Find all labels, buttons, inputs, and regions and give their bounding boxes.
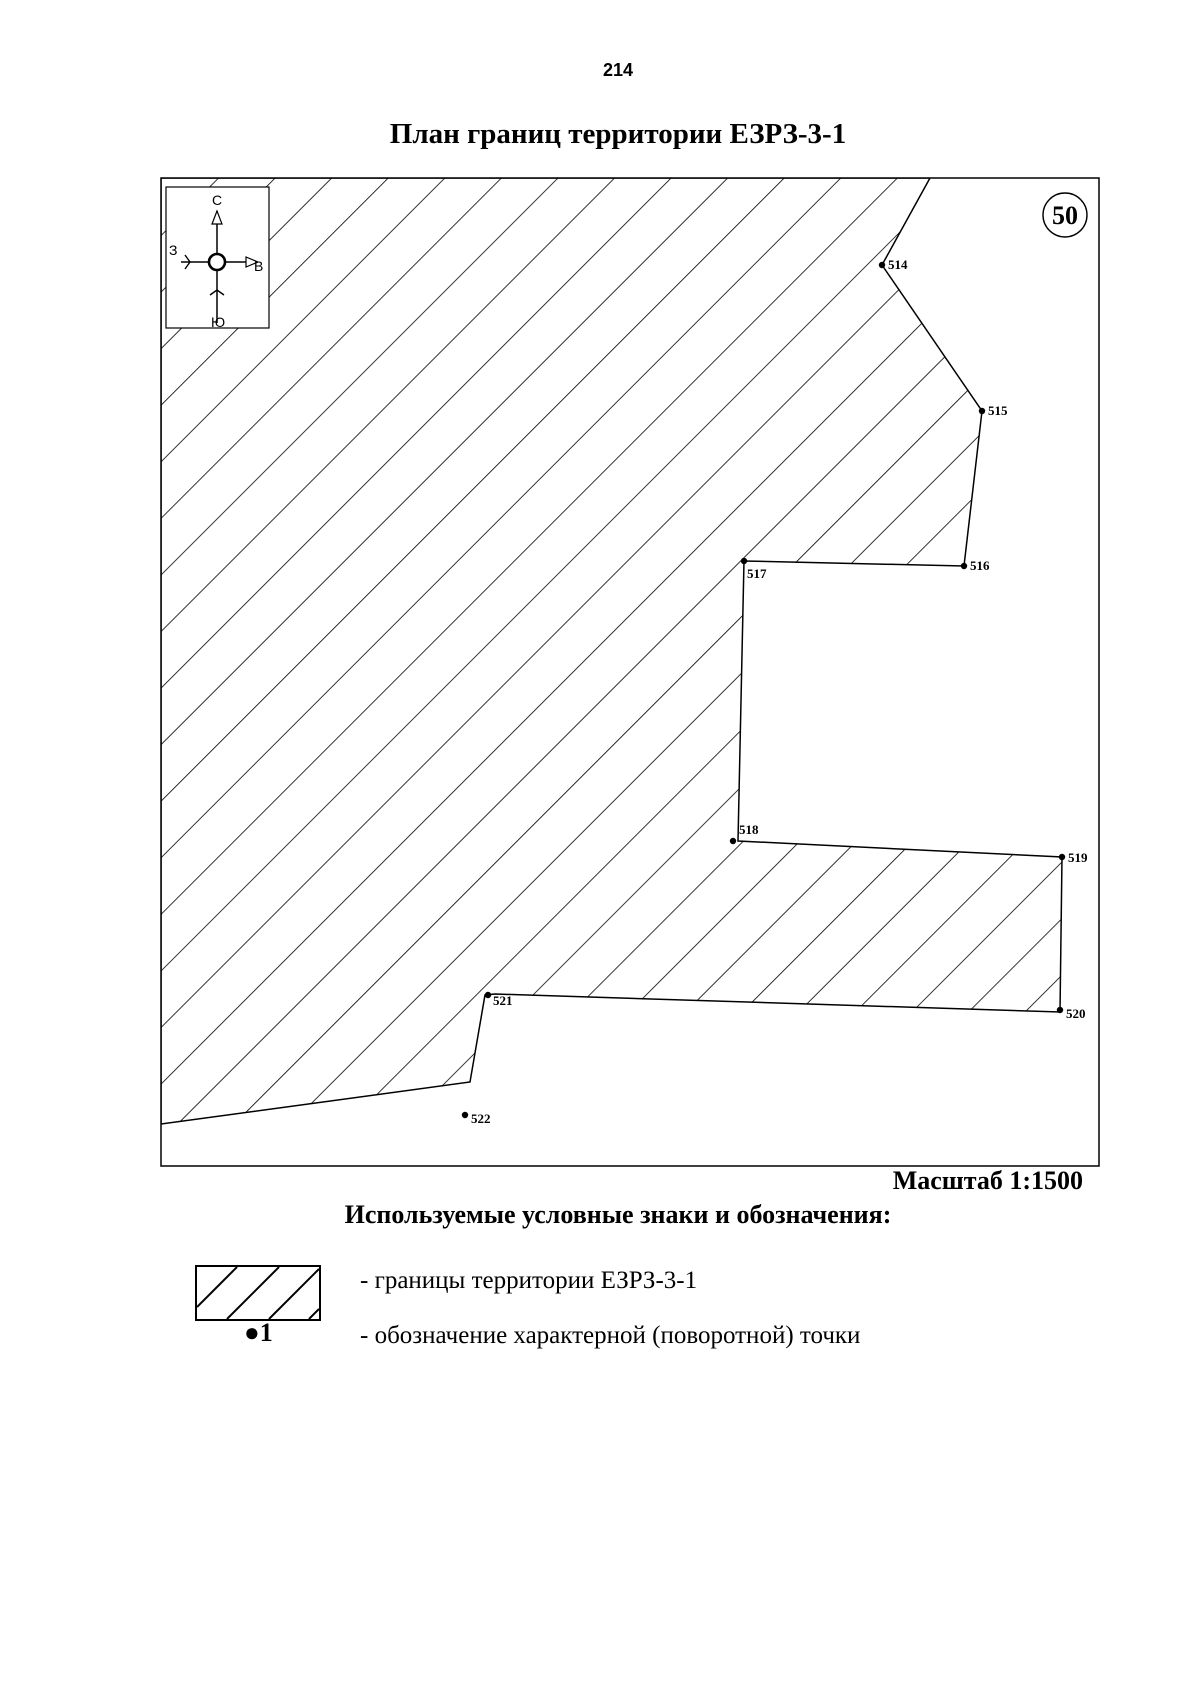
compass-south-label: Ю — [211, 314, 226, 330]
turning-point-label-514: 514 — [888, 257, 908, 272]
turning-point-516 — [961, 563, 967, 569]
turning-point-label-515: 515 — [988, 403, 1008, 418]
sheet-number: 50 — [1052, 201, 1078, 230]
legend-boundary-swatch — [195, 1265, 321, 1321]
turning-point-label-520: 520 — [1066, 1006, 1086, 1021]
legend-item-boundary: - границы территории ЕЗРЗ-3-1 — [360, 1267, 698, 1294]
turning-point-label-521: 521 — [493, 993, 513, 1008]
compass-north-label: С — [212, 192, 223, 208]
legend-title: Используемые условные знаки и обозначения: — [344, 1200, 892, 1229]
compass-rose — [166, 187, 269, 330]
turning-point-522 — [462, 1112, 468, 1118]
legend-point-dot-icon: ● — [244, 1318, 260, 1347]
turning-point-label-517: 517 — [747, 566, 767, 581]
legend-point-label: 1 — [259, 1318, 273, 1347]
turning-point-label-518: 518 — [739, 822, 759, 837]
turning-point-521 — [485, 992, 491, 998]
turning-point-519 — [1059, 854, 1065, 860]
turning-point-515 — [979, 408, 985, 414]
turning-point-517 — [741, 558, 747, 564]
turning-point-518 — [730, 838, 736, 844]
compass-center-icon — [209, 254, 225, 270]
scale-label: Масштаб 1:1500 — [892, 1166, 1083, 1195]
turning-point-label-516: 516 — [970, 558, 990, 573]
turning-point-label-519: 519 — [1068, 850, 1088, 865]
turning-point-520 — [1057, 1007, 1063, 1013]
compass-west-label: З — [169, 242, 178, 258]
legend-item-point: - обозначение характерной (поворотной) точки — [360, 1322, 861, 1349]
sheet-number-badge — [1043, 193, 1087, 237]
turning-point-514 — [879, 262, 885, 268]
page-number: 214 — [602, 60, 634, 80]
territory-polygon — [161, 178, 1062, 1124]
legend-point-symbol — [244, 1318, 273, 1348]
compass-east-label: В — [254, 258, 264, 274]
page-title: План границ территории ЕЗРЗ-3-1 — [389, 118, 847, 150]
turning-point-label-522: 522 — [471, 1111, 491, 1126]
